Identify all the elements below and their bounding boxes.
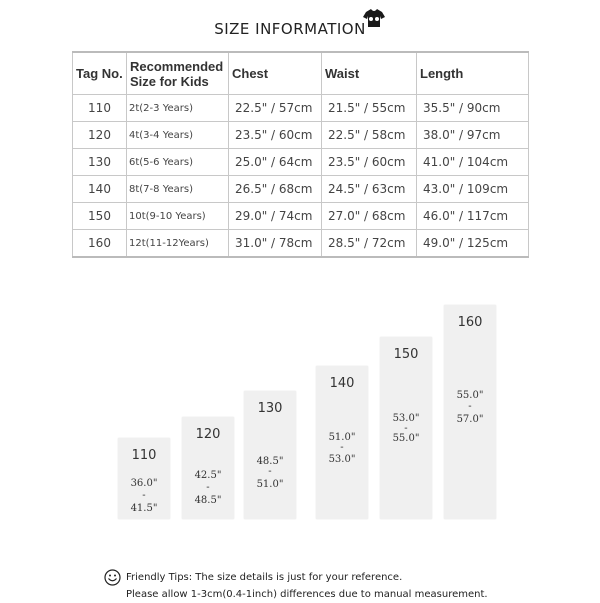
cell-waist: 28.5" / 72cm [322,230,417,258]
height-bar-tag: 130 [257,401,283,416]
cell-age: 4t(3-4 Years) [127,122,229,149]
cell-chest: 26.5" / 68cm [229,176,322,203]
height-bar-tag: 120 [195,427,221,442]
cell-age: 8t(7-8 Years) [127,176,229,203]
cell-tag: 140 [73,176,127,203]
cell-waist: 24.5" / 63cm [322,176,417,203]
header-chest: Chest [229,52,322,95]
height-bar [380,337,432,519]
cell-tag: 160 [73,230,127,258]
page-title: SIZE INFORMATION [214,20,366,38]
height-range-dash: - [468,401,472,412]
cell-length: 38.0" / 97cm [417,122,529,149]
header-tag: Tag No. [73,52,127,95]
header-age-line2: Size for Kids [130,73,209,89]
cell-tag: 150 [73,203,127,230]
height-range-low: 55.0" [456,390,484,401]
table-row [73,176,529,203]
clothing-hanger-icon [360,6,388,30]
height-range-low: 42.5" [194,470,222,481]
cell-tag: 120 [73,122,127,149]
height-range-high: 55.0" [392,433,420,444]
table-row [73,230,529,258]
height-bar [244,391,296,519]
height-range-dash: - [142,490,146,501]
cell-age: 2t(2-3 Years) [127,95,229,122]
friendly-tips [104,569,488,603]
table-row [73,122,529,149]
height-range-low: 36.0" [130,478,158,489]
cell-age: 12t(11-12Years) [127,230,229,258]
cell-age: 10t(9-10 Years) [127,203,229,230]
cell-tag: 130 [73,149,127,176]
height-bar-tag: 160 [457,315,483,330]
height-range-dash: - [340,442,344,453]
cell-waist: 21.5" / 55cm [322,95,417,122]
height-bar [316,366,368,519]
header-waist: Waist [322,52,417,95]
height-range-low: 48.5" [256,456,284,467]
cell-length: 46.0" / 117cm [417,203,529,230]
height-bar [118,438,170,519]
cell-waist: 27.0" / 68cm [322,203,417,230]
cell-tag: 110 [73,95,127,122]
height-range-high: 57.0" [456,414,484,425]
header-age-line1: Recommended [130,58,224,74]
cell-chest: 25.0" / 64cm [229,149,322,176]
height-range-high: 48.5" [194,495,222,506]
tips-line-2: Please allow 1-3cm(0.4-1inch) differences due to manual measurement. [126,589,488,600]
cell-chest: 22.5" / 57cm [229,95,322,122]
height-range-dash: - [206,482,210,493]
header-age [127,52,229,95]
table-header-row [73,52,529,95]
height-range-high: 41.5" [130,503,158,514]
height-range-dash: - [268,466,272,477]
table-row [73,149,529,176]
cell-length: 43.0" / 109cm [417,176,529,203]
height-range-dash: - [404,423,408,434]
cell-age: 6t(5-6 Years) [127,149,229,176]
header-length: Length [417,52,529,95]
cell-chest: 31.0" / 78cm [229,230,322,258]
height-range-low: 51.0" [328,432,356,443]
cell-length: 49.0" / 125cm [417,230,529,258]
height-bar-tag: 150 [393,347,419,362]
height-range-high: 53.0" [328,454,356,465]
cell-length: 41.0" / 104cm [417,149,529,176]
tips-line-1: Friendly Tips: The size details is just for your reference. [126,572,403,583]
height-range-low: 53.0" [392,413,420,424]
height-range-high: 51.0" [256,479,284,490]
cell-length: 35.5" / 90cm [417,95,529,122]
height-bar-tag: 140 [329,376,355,391]
height-bar-tag: 110 [131,448,157,463]
cell-waist: 22.5" / 58cm [322,122,417,149]
size-table [72,51,529,258]
height-bar [182,417,234,519]
table-row [73,203,529,230]
height-bar [444,305,496,519]
cell-waist: 23.5" / 60cm [322,149,417,176]
cell-chest: 29.0" / 74cm [229,203,322,230]
table-row [73,95,529,122]
cell-chest: 23.5" / 60cm [229,122,322,149]
